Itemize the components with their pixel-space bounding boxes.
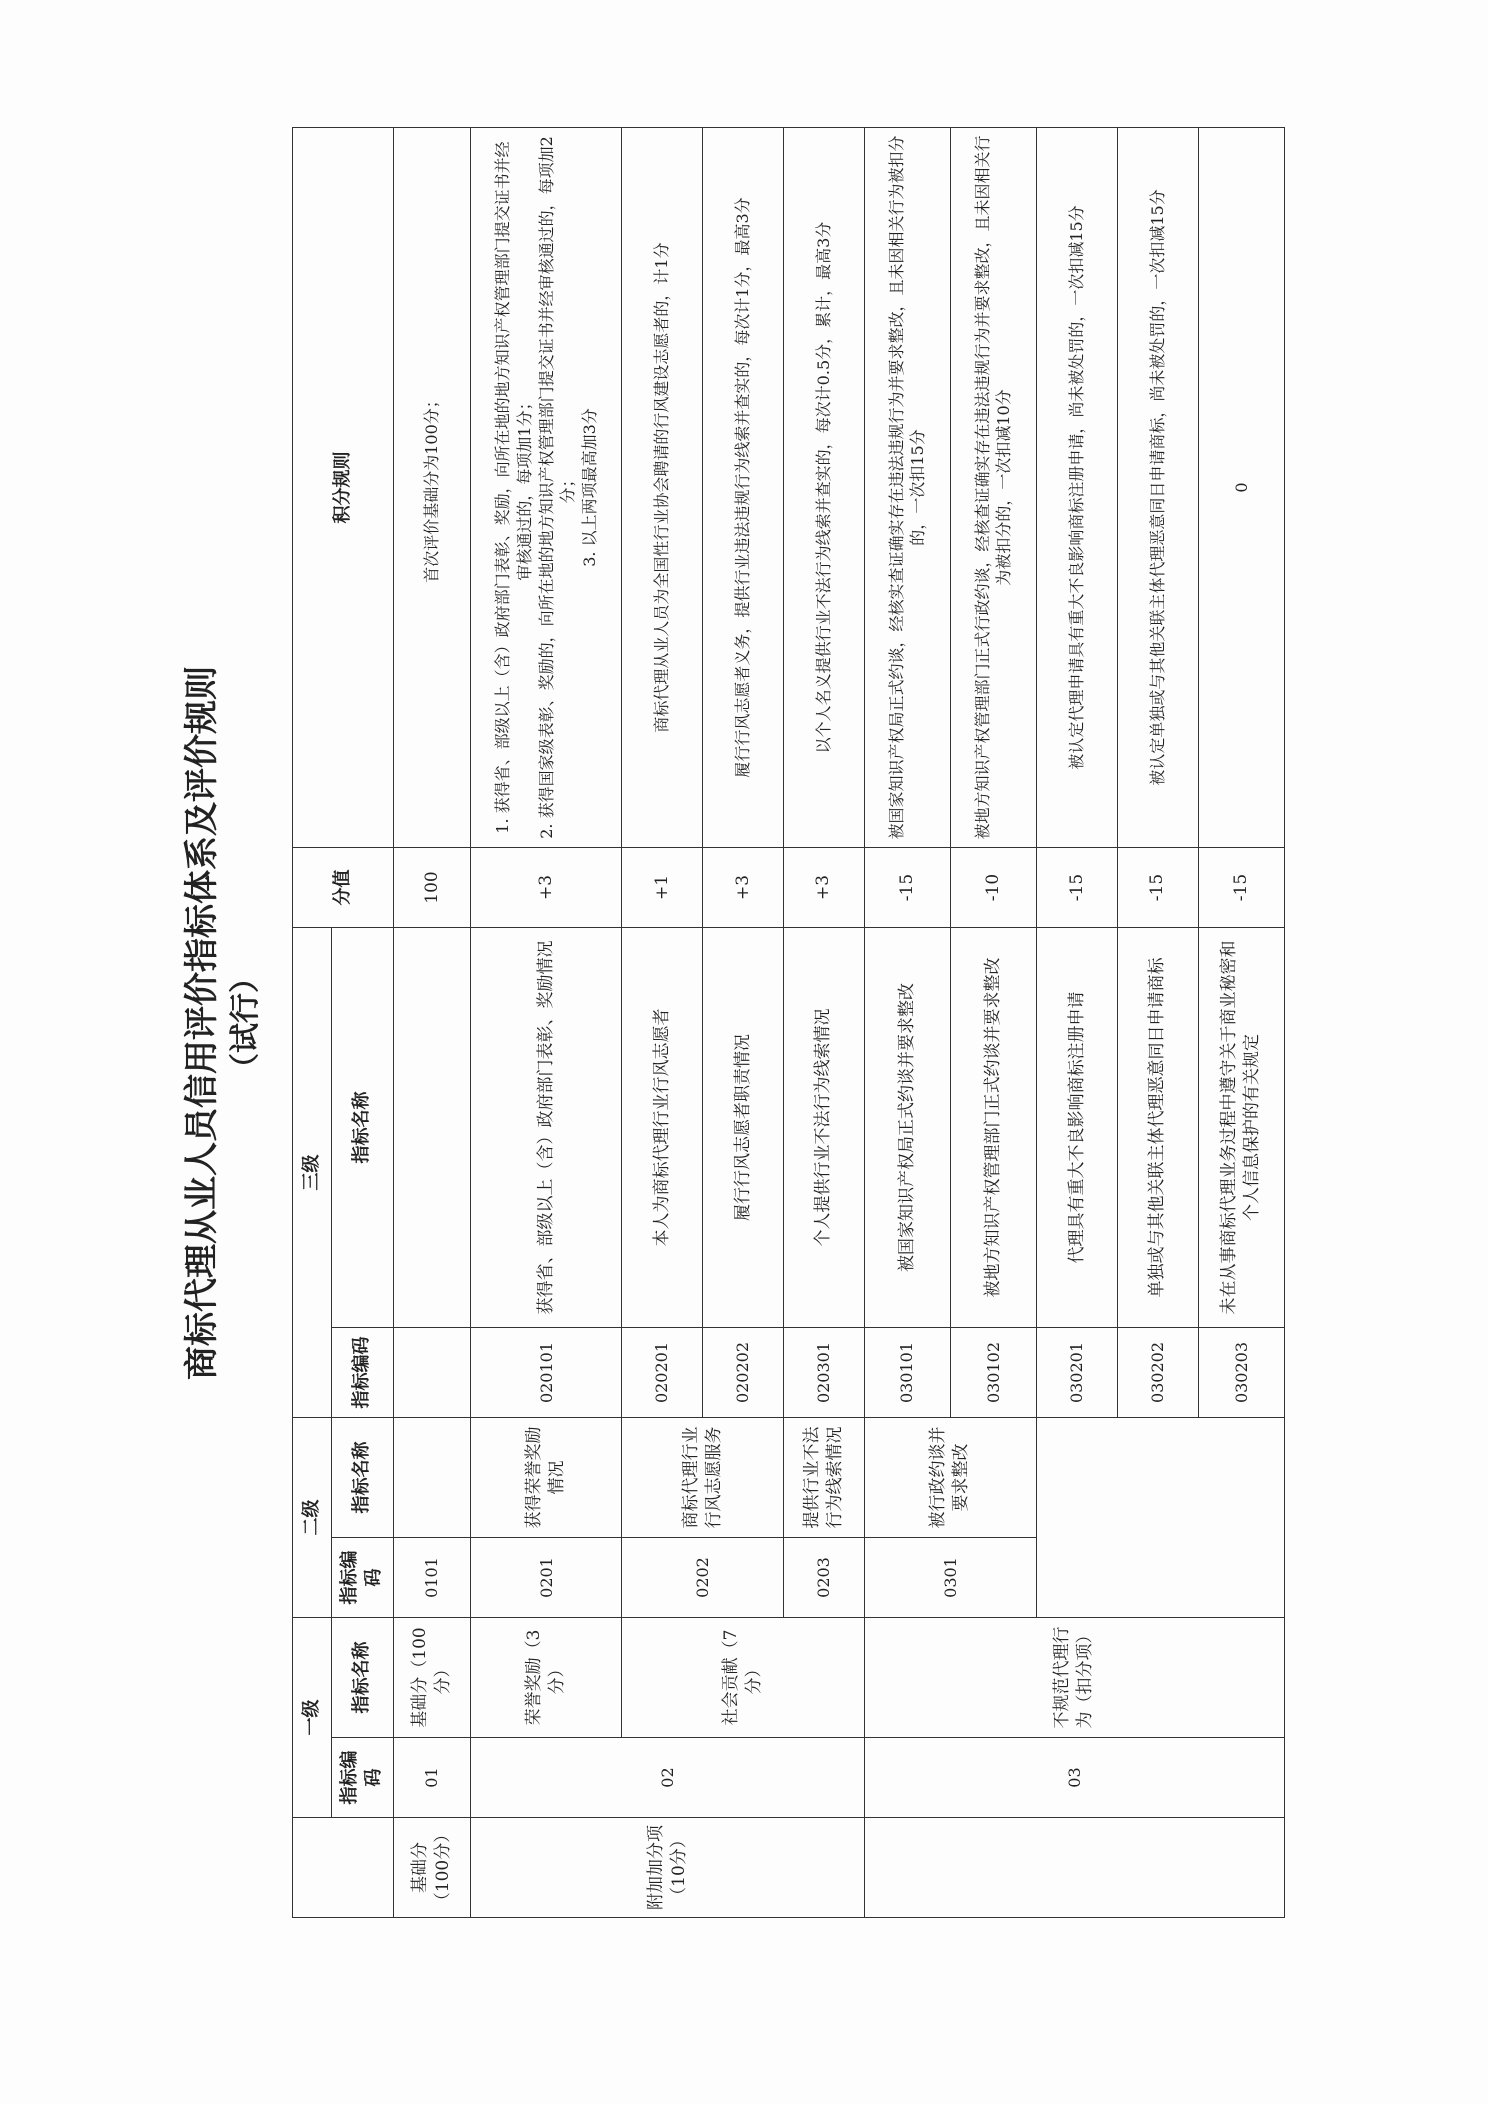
score: +1 [622,848,703,928]
l2-name: 商标代理行业行风志愿服务 [622,1418,784,1538]
l3-code: 020202 [703,1328,784,1418]
rule: 被国家知识产权局正式约谈，经核实查证确实存在违法违规行为并要求整改，且未因相关行为被扣分的，一次扣15分 [864,128,950,848]
table-row [622,128,703,1918]
score: 100 [393,848,471,928]
l3-code: 020101 [471,1328,622,1418]
header-level2: 二级 [293,1418,332,1618]
header-level1: 一级 [293,1618,332,1818]
l2-code: 0101 [393,1538,471,1618]
table-row [864,128,950,1918]
header-l1-code: 指标编码 [331,1738,393,1818]
l3-code: 030101 [864,1328,950,1418]
evaluation-table [292,127,1285,1918]
header-l2-name: 指标名称 [331,1418,393,1538]
score: -15 [864,848,950,928]
l1-name: 不规范代理行为（扣分项） [864,1618,1284,1738]
l1-name: 荣誉奖励（3分） [471,1618,622,1738]
score: -10 [950,848,1036,928]
l2-name: 提供行业不法行为线索情况 [783,1418,864,1538]
l1-code: 01 [393,1738,471,1818]
l1-code: 03 [864,1738,1284,1818]
l3-name [393,928,471,1328]
rule: 被认定单独或与其他关联主体代理恶意同日申请商标，尚未被处罚的，一次扣减15分 [1117,128,1198,848]
header-blank [293,1818,394,1918]
l2-blank [1037,1418,1285,1618]
l2-code: 0203 [783,1538,864,1618]
table-row [471,128,622,1918]
l2-name: 被行政约谈并要求整改 [864,1418,1036,1538]
header-l2-code: 指标编码 [331,1538,393,1618]
rotated-landscape-sheet [180,128,1285,1918]
l1-code: 02 [471,1738,864,1818]
category-deduct-blank [864,1818,1284,1918]
l2-name: 获得荣誉奖励情况 [471,1418,622,1538]
l2-code: 0202 [622,1538,784,1618]
document-title [180,128,280,1918]
score: -15 [1117,848,1198,928]
l2-code: 0301 [864,1538,1036,1618]
l3-code: 030102 [950,1328,1036,1418]
header-level3: 三级 [293,928,332,1418]
category-bonus: 附加加分项（10分） [471,1818,864,1918]
l3-name: 被地方知识产权管理部门正式约谈并要求整改 [950,928,1036,1328]
l3-code: 030203 [1198,1328,1284,1418]
score: +3 [703,848,784,928]
l3-name: 被国家知识产权局正式约谈并要求整改 [864,928,950,1328]
l3-code: 020201 [622,1328,703,1418]
title-main: 商标代理从业人员信用评价指标体系及评价规则 [182,666,222,1380]
title-sub: （试行） [228,963,263,1083]
header-l3-name: 指标名称 [331,928,393,1328]
header-rule: 积分规则 [293,128,394,848]
rule: 商标代理从业人员为全国性行业协会聘请的行风建设志愿者的，计1分 [622,128,703,848]
score: +3 [471,848,622,928]
l3-code: 030201 [1037,1328,1118,1418]
l1-name: 社会贡献（7分） [622,1618,864,1738]
score: -15 [1037,848,1118,928]
category-base: 基础分（100分） [393,1818,471,1918]
l3-name: 代理具有重大不良影响商标注册申请 [1037,928,1118,1328]
score: -15 [1198,848,1284,928]
l1-name: 基础分（100分） [393,1618,471,1738]
header-l3-code: 指标编码 [331,1328,393,1418]
l3-name: 单独或与其他关联主体代理恶意同日申请商标 [1117,928,1198,1328]
l3-code [393,1328,471,1418]
rule: 1. 获得省、部级以上（含）政府部门表彰、奖励，向所在地的地方知识产权管理部门提交证书并经审核通过的，每项加1分； 2. 获得国家级表彰、奖励的，向所在地的地方知识产权管理部门提交证书并经审核通过的，每项加2分； 3. 以上两项最高加3分 [471,128,622,848]
header-l1-name: 指标名称 [331,1618,393,1738]
rule: 首次评价基础分为100分； [393,128,471,848]
l3-code: 020301 [783,1328,864,1418]
l2-code: 0201 [471,1538,622,1618]
l3-code: 030202 [1117,1328,1198,1418]
score: +3 [783,848,864,928]
table-row [393,128,471,1918]
l3-name: 获得省、部级以上（含）政府部门表彰、奖励情况 [471,928,622,1328]
l3-name: 本人为商标代理行业行风志愿者 [622,928,703,1328]
header-score: 分值 [293,848,394,928]
rule: 被地方知识产权管理部门正式行政约谈，经核查证确实存在违法违规行为并要求整改，且未因相关行为被扣分的，一次扣减10分 [950,128,1036,848]
rule: 0 [1198,128,1284,848]
rule: 以个人名义提供行业不法行为线索并查实的，每次计0.5分，累计，最高3分 [783,128,864,848]
l3-name: 未在从事商标代理业务过程中遵守关于商业秘密和个人信息保护的有关规定 [1198,928,1284,1328]
rule: 被认定代理申请具有重大不良影响商标注册申请，尚未被处罚的，一次扣减15分 [1037,128,1118,848]
rule: 履行行风志愿者义务，提供行业违法违规行为线索并查实的，每次计1分，最高3分 [703,128,784,848]
l3-name: 履行行风志愿者职责情况 [703,928,784,1328]
l3-name: 个人提供行业不法行为线索情况 [783,928,864,1328]
l2-name [393,1418,471,1538]
